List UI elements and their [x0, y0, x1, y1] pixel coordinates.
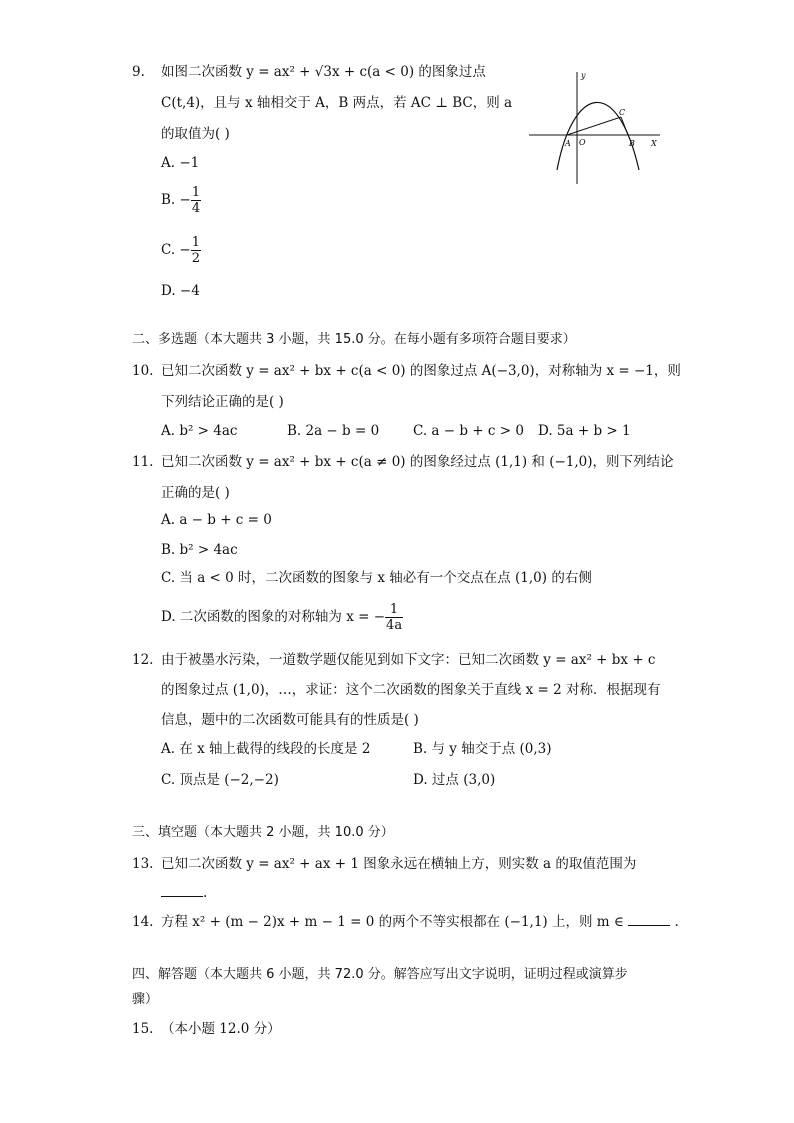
option-a: A. a − b + c = 0	[161, 512, 272, 528]
fraction	[385, 602, 403, 633]
parabola-figure	[525, 66, 665, 188]
question-body: 方程 x² + (m − 2)x + m − 1 = 0 的两个不等实根都在 (−1,1) 上，则 m ∈	[161, 914, 624, 930]
question-text: C(t,4)，且与 x 轴相交于 A，B 两点，若 AC ⊥ BC，则 a	[161, 95, 513, 111]
option-d	[161, 598, 403, 636]
section-heading: 三、填空题（本大题共 2 小题，共 10.0 分）	[132, 825, 394, 840]
denominator: 4	[191, 201, 201, 216]
question-text: （本小题 12.0 分）	[161, 1021, 281, 1037]
fraction	[191, 185, 201, 216]
numerator: 1	[385, 602, 403, 618]
option-label: B. −	[161, 192, 191, 208]
denominator: 2	[191, 251, 201, 266]
question-text: 的图象过点 (1,0)，…，求证：这个二次函数的图象关于直线 x = 2 对称．根据现有	[161, 682, 661, 698]
label-a: A	[565, 139, 571, 148]
period: .	[674, 914, 679, 930]
fraction	[191, 235, 201, 266]
section-heading: 四、解答题（本大题共 6 小题，共 72.0 分。解答应写出文字说明，证明过程或演算步	[132, 967, 628, 982]
parabola-curve	[557, 102, 639, 170]
option-c: C. 当 a < 0 时，二次函数的图象与 x 轴必有一个交点在点 (1,0) 的右侧	[161, 570, 592, 586]
question-text: 正确的是( )	[161, 485, 230, 501]
question-text: 下列结论正确的是( )	[161, 394, 284, 410]
option-a: A. 在 x 轴上截得的线段的长度是 2	[161, 741, 371, 757]
label-b: B	[629, 139, 635, 148]
answer-blank-line	[161, 884, 207, 902]
option-c: C. a − b + c > 0	[413, 423, 524, 439]
numerator: 1	[191, 235, 201, 250]
label-x: X	[651, 139, 657, 148]
question-number: 11.	[132, 454, 154, 470]
option-c	[161, 231, 201, 269]
question-text: 的取值为( )	[161, 126, 230, 142]
question-number: 12.	[132, 652, 154, 668]
answer-blank[interactable]	[628, 913, 670, 926]
period: .	[203, 885, 208, 901]
section-heading-continued: 骤）	[132, 992, 159, 1007]
section-heading: 二、多选题（本大题共 3 小题，共 15.0 分。在每小题有多项符合题目要求）	[132, 332, 576, 347]
option-c: C. 顶点是 (−2,−2)	[161, 772, 279, 788]
answer-blank[interactable]	[161, 884, 203, 897]
option-b: B. b² > 4ac	[161, 542, 238, 558]
option-d: D. −4	[161, 283, 200, 299]
question-text	[161, 913, 679, 931]
label-o: O	[579, 138, 586, 147]
question-text: 已知二次函数 y = ax² + ax + 1 图象永远在横轴上方，则实数 a 的取值范围为	[161, 856, 637, 872]
option-label: D. 二次函数的图象的对称轴为 x = −	[161, 609, 386, 625]
option-b: B. 与 y 轴交于点 (0,3)	[413, 741, 552, 757]
option-a: A. b² > 4ac	[161, 423, 238, 439]
label-y: y	[581, 71, 586, 80]
option-d: D. 过点 (3,0)	[413, 772, 496, 788]
question-text: 由于被墨水污染，一道数学题仅能见到如下文字：已知二次函数 y = ax² + bx + c	[161, 652, 656, 668]
option-b	[161, 181, 201, 219]
option-d: D. 5a + b > 1	[538, 423, 631, 439]
option-b: B. 2a − b = 0	[287, 423, 380, 439]
question-number: 9.	[132, 64, 145, 80]
question-text: 信息，题中的二次函数可能具有的性质是( )	[161, 712, 419, 728]
denominator: 4a	[386, 618, 403, 633]
question-text: 已知二次函数 y = ax² + bx + c(a < 0) 的图象过点 A(−3,0)，对称轴为 x = −1，则	[161, 363, 681, 379]
question-text: 已知二次函数 y = ax² + bx + c(a ≠ 0) 的图象经过点 (1,1) 和 (−1,0)，则下列结论	[161, 454, 674, 470]
segment-ac	[567, 117, 621, 135]
question-number: 14.	[132, 914, 154, 930]
question-number: 10.	[132, 363, 154, 379]
question-text: 如图二次函数 y = ax² + √3x + c(a < 0) 的图象过点	[161, 64, 486, 80]
option-a: A. −1	[161, 155, 200, 171]
numerator: 1	[191, 185, 201, 200]
option-label: C. −	[161, 242, 191, 258]
question-number: 13.	[132, 856, 154, 872]
segment-bc	[621, 117, 628, 135]
label-c: C	[619, 108, 626, 117]
question-number: 15.	[132, 1021, 154, 1037]
